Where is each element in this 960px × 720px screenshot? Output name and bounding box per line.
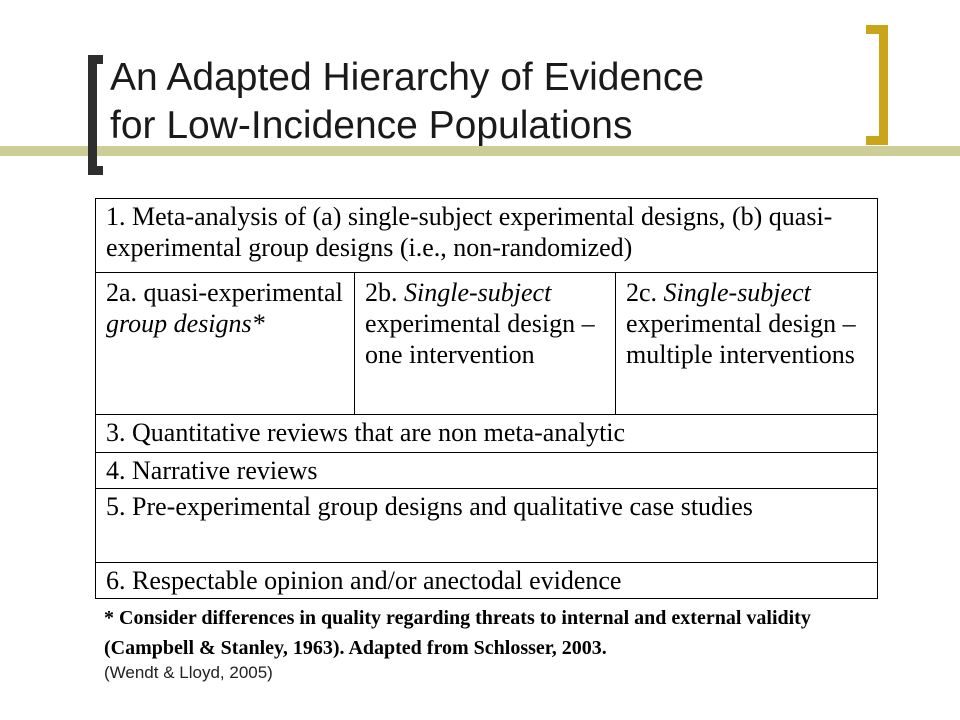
hierarchy-level-5: 5. Pre-experimental group designs and qualitative case studies xyxy=(96,489,877,563)
hierarchy-level-2c xyxy=(616,273,877,415)
level-2c-text: experimental design – multiple interventions xyxy=(626,309,856,369)
evidence-hierarchy-table xyxy=(95,198,878,599)
hierarchy-level-3: 3. Quantitative reviews that are non meta-analytic xyxy=(96,415,877,453)
hierarchy-level-2 xyxy=(96,273,877,415)
level-2b-text: experimental design – one intervention xyxy=(365,309,595,369)
hierarchy-level-4: 4. Narrative reviews xyxy=(96,453,877,489)
level-2b-italic: Single-subject xyxy=(404,278,552,307)
level-2a-italic: group designs* xyxy=(106,309,265,338)
hierarchy-level-2a xyxy=(96,273,355,415)
left-bracket-decoration xyxy=(88,55,103,175)
slide-title xyxy=(110,54,704,150)
level-2c-italic: Single-subject xyxy=(663,278,811,307)
footnote: * Consider differences in quality regarding threats to internal and external validity (Campbell & Stanley, 1963). Adapted from Schlosser, 2003. xyxy=(104,607,811,659)
citation: (Wendt & Lloyd, 2005) xyxy=(104,663,273,682)
hierarchy-level-6: 6. Respectable opinion and/or anectodal evidence xyxy=(106,566,622,595)
hierarchy-level-2b xyxy=(355,273,616,415)
right-bracket-decoration xyxy=(866,25,888,145)
level-2a-text: 2a. quasi-experimental xyxy=(106,278,343,307)
slide-title-line-1: An Adapted Hierarchy of Evidence xyxy=(110,56,705,99)
hierarchy-level-1: 1. Meta-analysis of (a) single-subject experimental designs, (b) quasi-experimental group designs (i.e., non-randomized) xyxy=(96,199,877,273)
level-2c-prefix: 2c. xyxy=(626,278,658,307)
level-2b-prefix: 2b. xyxy=(365,278,398,307)
slide-title-line-2: for Low-Incidence Populations xyxy=(110,104,633,147)
